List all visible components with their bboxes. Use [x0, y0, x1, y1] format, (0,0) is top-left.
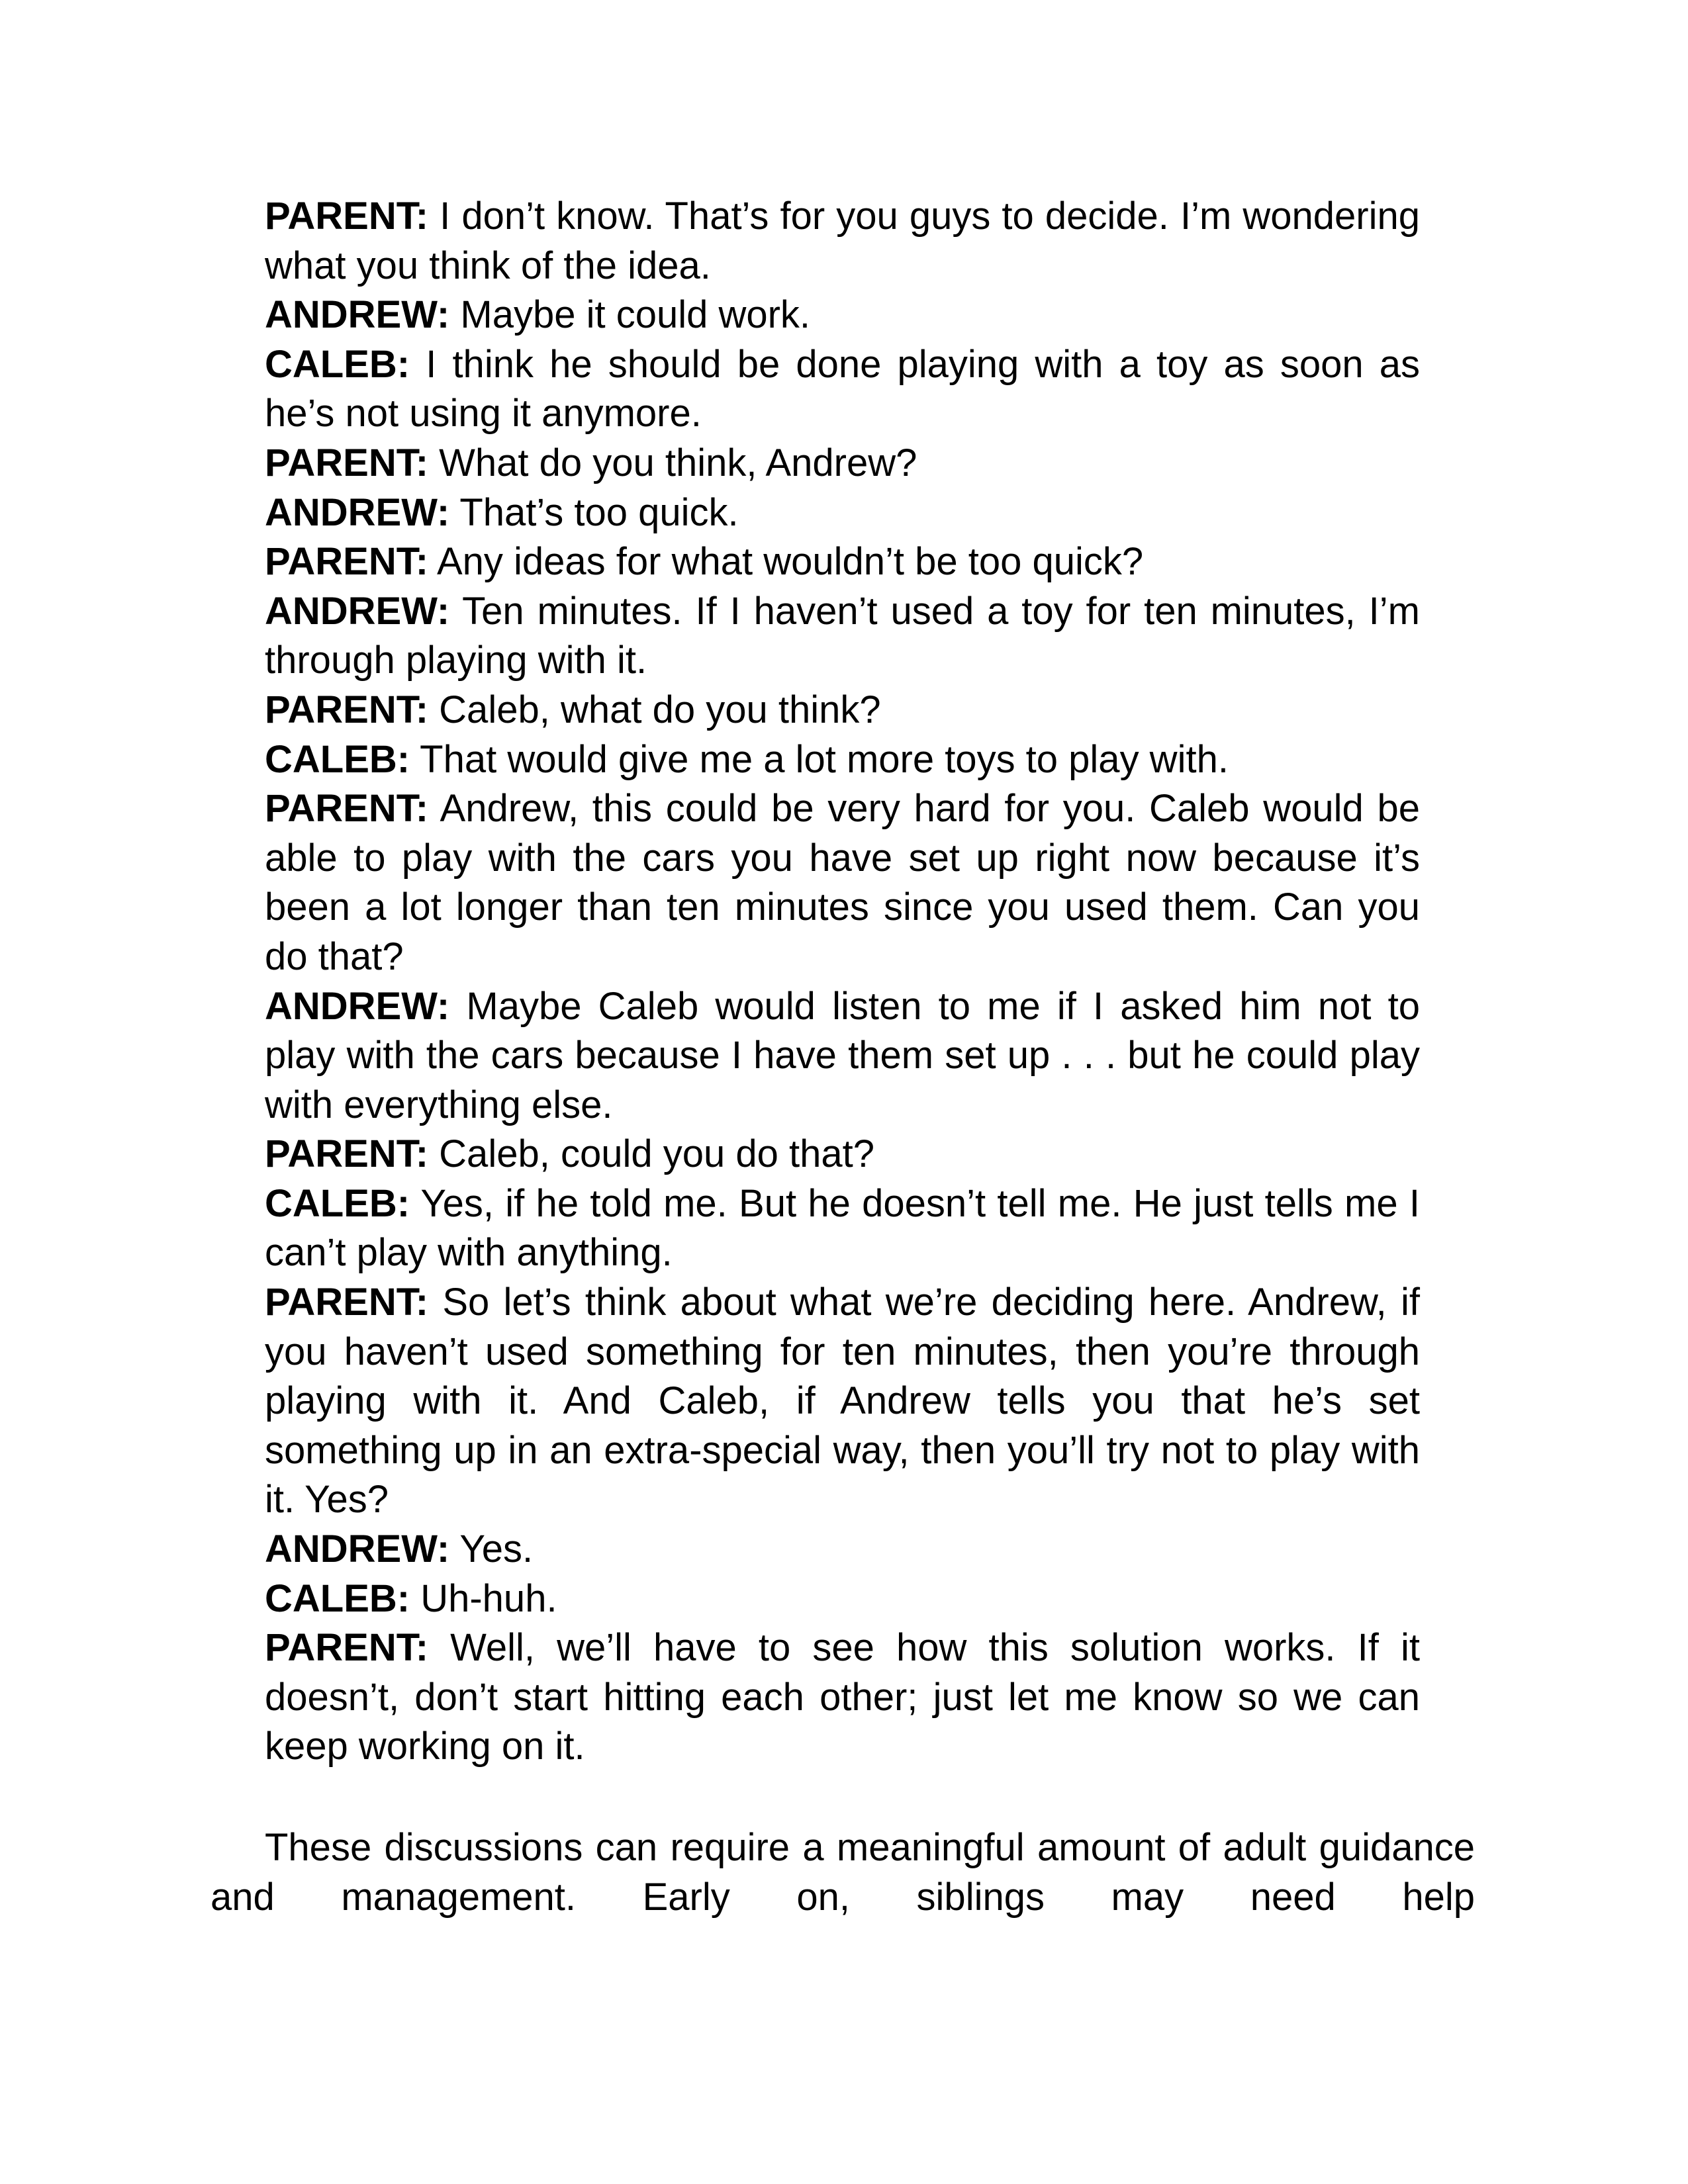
speaker-label: PARENT: — [265, 1626, 429, 1670]
dialogue-text: Caleb, could you do that? — [439, 1132, 874, 1176]
narrative-paragraph: These discussions can require a meaningful amount of adult guidance and management. Early on, siblings may need help — [211, 1826, 1475, 1919]
dialogue-line — [265, 439, 1420, 488]
dialogue-line — [265, 1623, 1420, 1772]
dialogue-line — [265, 192, 1420, 291]
dialogue-line — [265, 340, 1420, 439]
speaker-label: ANDREW: — [265, 1527, 450, 1571]
speaker-label: CALEB: — [265, 1181, 410, 1225]
dialogue-line — [265, 686, 1420, 735]
dialogue-text: Maybe it could work. — [460, 293, 811, 337]
dialogue-line — [265, 784, 1420, 981]
dialogue-text: That would give me a lot more toys to play with. — [420, 737, 1229, 781]
dialogue-text: Maybe Caleb would listen to me if I asked him not to play with the cars because I have them set up . . . but he could play with everything else. — [265, 984, 1421, 1126]
dialogue-text: So let’s think about what we’re deciding here. Andrew, if you haven’t used something for ten minutes, then you’re through playing with it. And Caleb, if Andrew tells you that he’s set something up in an extra-special way, then you’ll try not to play with it. Yes? — [265, 1281, 1420, 1522]
dialogue-line — [265, 587, 1420, 686]
dialogue-line — [265, 488, 1420, 538]
dialogue-line — [265, 1130, 1420, 1179]
dialogue-text: Yes. — [459, 1527, 534, 1571]
speaker-label: PARENT: — [265, 787, 429, 831]
dialogue-text: Yes, if he told me. But he doesn’t tell me. He just tells me I can’t play with anything. — [265, 1181, 1420, 1275]
speaker-label: PARENT: — [265, 540, 429, 584]
dialogue-text: Well, we’ll have to see how this solution works. If it doesn’t, don’t start hitting each other; just let me know so we can keep working on it. — [265, 1626, 1420, 1768]
speaker-label: CALEB: — [265, 1576, 410, 1620]
dialogue-line — [265, 1278, 1420, 1525]
dialogue-line — [265, 1179, 1420, 1278]
speaker-label: ANDREW: — [265, 293, 450, 337]
dialogue-block — [265, 192, 1420, 1772]
dialogue-text: What do you think, Andrew? — [439, 441, 917, 484]
dialogue-text: I think he should be done playing with a toy as soon as he’s not using it anymore. — [265, 342, 1420, 435]
dialogue-line — [265, 291, 1420, 340]
speaker-label: PARENT: — [265, 195, 429, 238]
speaker-label: PARENT: — [265, 1281, 429, 1324]
speaker-label: ANDREW: — [265, 490, 450, 534]
dialogue-text: Ten minutes. If I haven’t used a toy for ten minutes, I’m through playing with it. — [265, 589, 1420, 682]
dialogue-text: That’s too quick. — [459, 490, 739, 534]
dialogue-line — [265, 1525, 1420, 1574]
dialogue-text: Any ideas for what wouldn’t be too quick? — [436, 540, 1144, 584]
dialogue-text: Andrew, this could be very hard for you. Caleb would be able to play with the cars you have set up right now because it’s been a lot longer than ten minutes since you used them. Can you do that? — [265, 787, 1420, 978]
speaker-label: CALEB: — [265, 342, 410, 386]
dialogue-text: Uh-huh. — [420, 1576, 557, 1620]
dialogue-line — [265, 1574, 1420, 1624]
dialogue-line — [265, 537, 1420, 587]
dialogue-text: Caleb, what do you think? — [439, 688, 881, 731]
speaker-label: CALEB: — [265, 737, 410, 781]
dialogue-line — [265, 735, 1420, 785]
speaker-label: ANDREW: — [265, 984, 450, 1028]
speaker-label: PARENT: — [265, 441, 429, 484]
speaker-label: ANDREW: — [265, 589, 450, 633]
dialogue-line — [265, 982, 1420, 1130]
speaker-label: PARENT: — [265, 688, 429, 731]
dialogue-text: I don’t know. That’s for you guys to decide. I’m wondering what you think of the idea. — [265, 195, 1420, 287]
speaker-label: PARENT: — [265, 1132, 429, 1176]
